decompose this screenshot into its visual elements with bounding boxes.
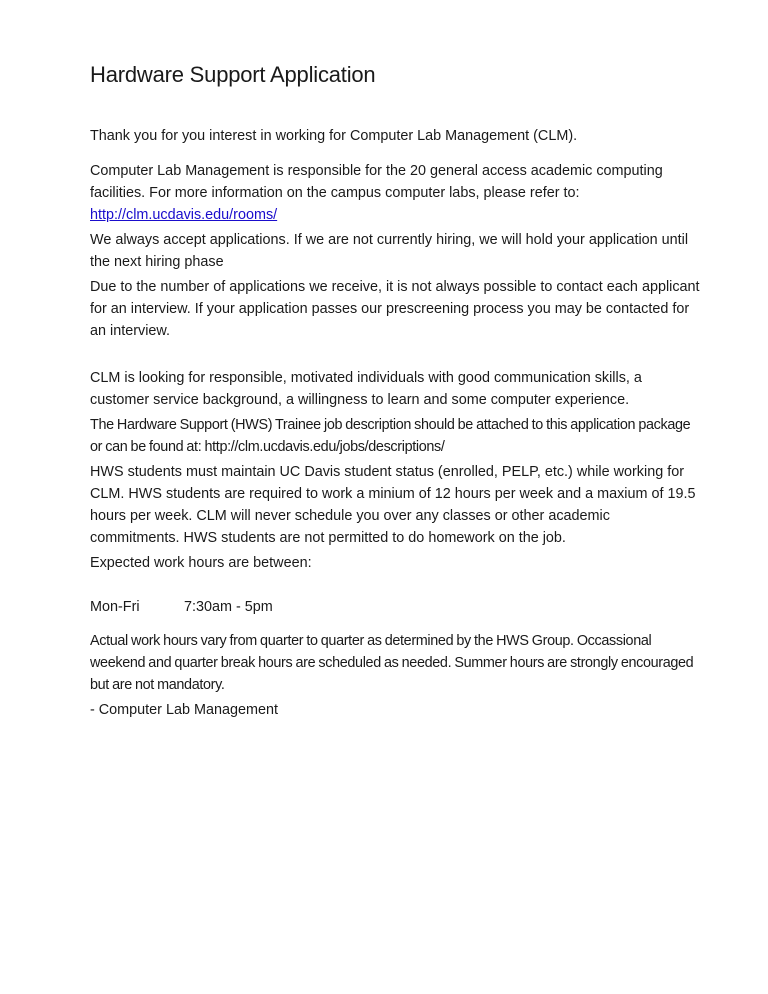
actual-hours-paragraph: Actual work hours vary from quarter to quarter as determined by the HWS Group. Occassional weekend and quarter break hours are scheduled as needed. Summer hours are strongly encouraged but are not mandatory. (90, 633, 694, 693)
requirements-paragraph: CLM is looking for responsible, motivated individuals with good communication skills, a customer service background, a willingness to learn and some computer experience. (90, 370, 642, 408)
applications-paragraph: We always accept applications. If we are not currently hiring, we will hold your application until the next hiring phase (90, 232, 689, 270)
intro-paragraph: Thank you for you interest in working for Computer Lab Management (CLM). (90, 128, 578, 144)
rooms-link[interactable]: http://clm.ucdavis.edu/rooms/ (90, 207, 278, 223)
hours-time: 7:30am - 5pm (184, 599, 273, 615)
hours-row (90, 596, 273, 618)
page-title: Hardware Support Application (90, 62, 376, 87)
signature: - Computer Lab Management (90, 702, 278, 718)
responsibility-paragraph (90, 160, 702, 226)
responsibility-text: Computer Lab Management is responsible for the 20 general access academic computing facilities. For more information on the campus computer labs, please refer to: (90, 163, 663, 201)
job-description-paragraph: The Hardware Support (HWS) Trainee job description should be attached to this application package or can be found at: http://clm.ucdavis.edu/jobs/descriptions/ (90, 417, 691, 455)
student-status-paragraph: HWS students must maintain UC Davis student status (enrolled, PELP, etc.) while working for CLM. HWS students are required to work a minium of 12 hours per week and a maxium of 19.5 hours per week. CLM will never schedule you over any classes or other academic commitments. HWS students are not permitted to do homework on the job. (90, 464, 696, 546)
contact-paragraph: Due to the number of applications we receive, it is not always possible to contact each applicant for an interview. If your application passes our prescreening process you may be contacted for an interview. (90, 279, 700, 339)
hours-days: Mon-Fri (90, 599, 140, 615)
expected-hours-label: Expected work hours are between: (90, 555, 312, 571)
